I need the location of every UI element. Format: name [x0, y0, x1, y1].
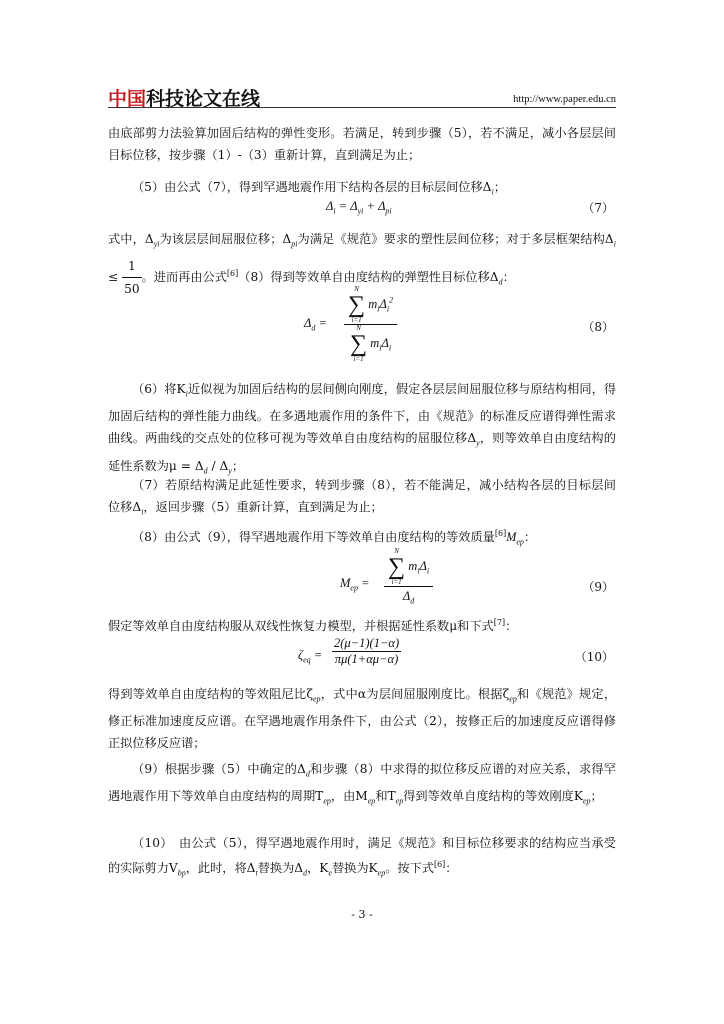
- eq9-fraction: N ∑ i=1 $m_i\Delta_i$ $\Delta_d$: [384, 548, 433, 608]
- paragraph-step5: （5）由公式（7），得到罕遇地震作用下结构各层的目标层间位移$\Delta_i$；: [132, 180, 506, 197]
- eq8-number: （8）: [582, 320, 614, 334]
- paragraph-step8: （8）由公式（9），得罕遇地震作用下等效单自由度结构的等效质量$[6]M_{ep}$：: [132, 529, 537, 547]
- header-url[interactable]: http://www.paper.edu.cn: [513, 94, 616, 105]
- equation-8: $\Delta_d$ = N ∑ i=1 $m_i\Delta_i^2$ N ∑ i=1 $m_i\Delta_i$ （8）: [304, 285, 614, 363]
- equation-7: [108, 199, 616, 221]
- paragraph-model: 假定等效单自由度结构服从双线性恢复力模型，并根据延性系数μ和下式[7]：: [108, 618, 518, 634]
- paragraph-step6: （6）将$K_i$近似视为加固后结构的层间侧向刚度，假定各层层间屈服位移与原结构相同，得加固后结构的弹性能力曲线。在多遇地震作用的条件下，由《规范》的标准反应谱得弹性需求曲线。两曲线的交点处的位移可视为等效单自由度结构的屈服位移$\Delta_y$，则等效单自由度结构的延性系数为$\mu = \Delta_d / \Delta_y$；: [108, 382, 617, 476]
- eq10-fraction: $\frac{2(\mu-1)(1-\alpha)}{\pi\mu(1+\alpha\mu-\alpha)}$: [334, 636, 400, 666]
- paragraph-step9: （9）根据步骤（5）中确定的$\Delta_d$和步骤（8）中求得的拟位移反应谱的对应关系，求得罕遇地震作用下等效单自由度结构的周期$T_{ep}$，由$M_{ep}$和$T_{ep}$得到等效单自度结构的等效刚度$K_{ep}$；: [108, 762, 616, 806]
- logo-black-text: 科技论文在线: [146, 88, 261, 110]
- equation-10: $\zeta_{eq}$ = $\frac{2(\mu-1)(1-\alpha)}{\pi\mu(1+\alpha\mu-\alpha)}$ （10）: [298, 636, 614, 666]
- citation-6b[interactable]: [6]: [494, 529, 507, 538]
- equation-9: $M_{ep}$ = N ∑ i=1 $m_i\Delta_i$ $\Delta_d$ （9）: [340, 547, 614, 606]
- eq10-number: （10）: [574, 650, 614, 664]
- limit-fraction: $\frac{1}{50}$: [122, 255, 142, 300]
- citation-7[interactable]: [7]: [493, 618, 506, 627]
- step5-text: （5）由公式（7），得到罕遇地震作用下结构各层的目标层间位移Δ: [132, 180, 492, 194]
- eq8-fraction: N ∑ i=1 $m_i\Delta_i^2$ N ∑ i=1 $m_i\Delta_i$: [344, 286, 397, 363]
- page-header: [108, 84, 616, 108]
- paragraph-step7: （7）若原结构满足此延性要求，转到步骤（8），若不能满足，减小结构各层的目标层间位移$\Delta_i$，返回步骤（5）重新计算，直到满足为止；: [108, 478, 616, 517]
- page-number: - 3 -: [351, 908, 373, 921]
- citation-6[interactable]: [6]: [226, 269, 239, 279]
- eq7-expr: $\Delta_i = \Delta_{yi} + \Delta_{pi}$: [326, 199, 392, 216]
- logo-red-text: 中国: [108, 88, 147, 110]
- eq9-number: （9）: [582, 580, 614, 594]
- paragraph-1: [108, 122, 616, 166]
- citation-6c[interactable]: [6]: [433, 860, 446, 869]
- paragraph-damping: 得到等效单自由度结构的等效阻尼比$\zeta_{ep}$，式中α为层间屈服刚度比。根据$\zeta_{ep}$和《规范》规定，修正标准加速度反应谱。在罕遇地震作用条件下，由公式（2），按修正后的加速度反应谱得修正拟位移反应谱；: [108, 687, 617, 751]
- paragraph-text: 由底部剪力法验算加固后结构的弹性变形。若满足，转到步骤（5），若不满足，减小各层层间目标位移，按步骤（1）-（3）重新计算，直到满足为止；: [108, 126, 616, 162]
- header-rule: [108, 107, 616, 108]
- paragraph-step10: （10） 由公式（5），得罕遇地震作用时，满足《规范》和目标位移要求的结构应当承受的实际剪力$V_{bp}$，此时，将$\Delta_t$替换为$\Delta_d$，$K_e$替换为$K_{ep}$。按下式[6]：: [108, 836, 616, 878]
- eq7-number: （7）: [582, 201, 614, 215]
- paragraph-explain: 式中，$\Delta_{yi}$为该层层间屈服位移；$\Delta_{pi}$为满足《规范》要求的塑性层间位移；对于多层框架结构$\Delta_i$ ≤ $\frac{1}{50}$ 。进而再由公式[6]（8）得到等效单自由度结构的弹塑性目标位移$\Delta_d$：: [108, 228, 616, 300]
